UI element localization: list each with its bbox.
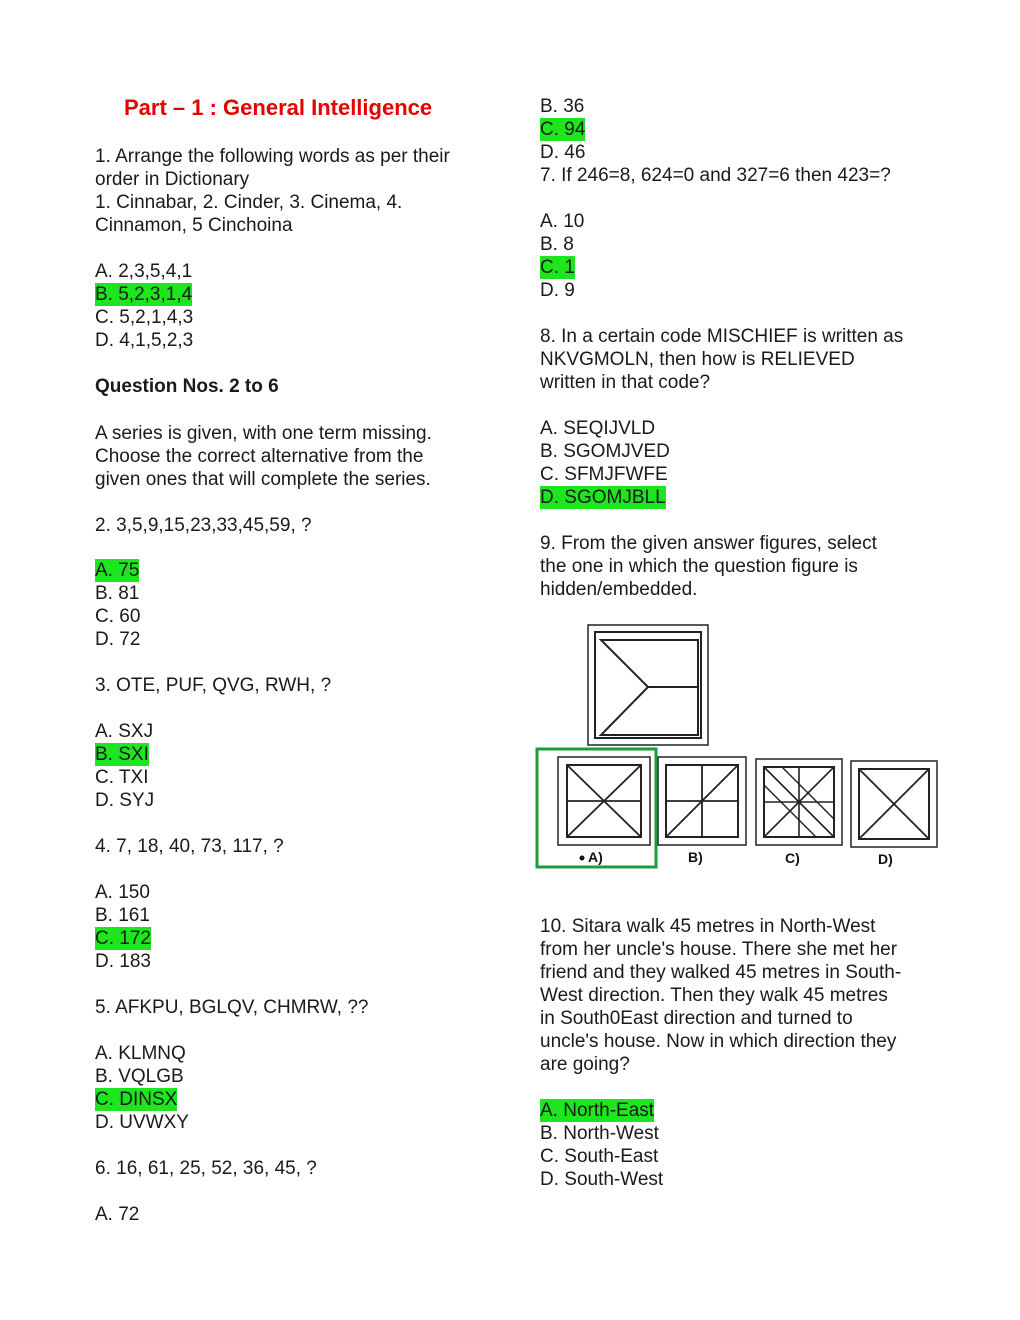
q5-option-c-answer: C. DINSX <box>95 1089 178 1110</box>
answer-figure-d <box>851 761 937 847</box>
q2-option-a-answer: A. 75 <box>95 560 140 581</box>
q1-option-a: A. 2,3,5,4,1 <box>95 261 193 282</box>
figure-label-a: A) <box>588 849 603 865</box>
q10-text: uncle's house. Now in which direction they <box>540 1031 897 1052</box>
q6-option-a: A. 72 <box>95 1204 140 1225</box>
q4-text: 4. 7, 18, 40, 73, 117, ? <box>95 836 284 857</box>
figure-label-c: C) <box>785 850 800 866</box>
q9-text: hidden/embedded. <box>540 579 698 600</box>
section-intro: A series is given, with one term missing. <box>95 423 432 444</box>
q2-option-b: B. 81 <box>95 583 140 604</box>
section-intro: Choose the correct alternative from the <box>95 446 424 467</box>
figure-label-d: D) <box>878 851 893 867</box>
q1-option-b-answer: B. 5,2,3,1,4 <box>95 284 193 305</box>
q1-text: Cinnamon, 5 Cinchoina <box>95 215 293 236</box>
q3-option-c: C. TXI <box>95 767 149 788</box>
q1-text: order in Dictionary <box>95 169 250 190</box>
q4-option-d: D. 183 <box>95 951 151 972</box>
q10-option-d: D. South-West <box>540 1169 664 1190</box>
q10-option-a-answer: A. North-East <box>540 1100 655 1121</box>
q9-text: 9. From the given answer figures, select <box>540 533 877 554</box>
answer-figure-c <box>756 759 842 845</box>
bullet-dot <box>580 856 585 861</box>
q8-text: 8. In a certain code MISCHIEF is written as <box>540 326 904 347</box>
q5-option-d: D. UVWXY <box>95 1112 189 1133</box>
q3-option-d: D. SYJ <box>95 790 155 811</box>
q1-option-c: C. 5,2,1,4,3 <box>95 307 194 328</box>
question-figure <box>588 625 708 745</box>
q7-option-d: D. 9 <box>540 280 575 301</box>
page-title: Part – 1 : General Intelligence <box>124 95 433 120</box>
q7-option-a: A. 10 <box>540 211 585 232</box>
q10-text: in South0East direction and turned to <box>540 1008 853 1029</box>
q10-text: from her uncle's house. There she met her <box>540 939 898 960</box>
q3-option-a: A. SXJ <box>95 721 154 742</box>
q2-text: 2. 3,5,9,15,23,33,45,59, ? <box>95 515 312 536</box>
q6-text: 6. 16, 61, 25, 52, 36, 45, ? <box>95 1158 317 1179</box>
answer-figure-b <box>658 757 746 845</box>
section-heading: Question Nos. 2 to 6 <box>95 376 279 397</box>
q5-option-b: B. VQLGB <box>95 1066 184 1087</box>
q6-option-c-answer: C. 94 <box>540 119 586 140</box>
q6-option-b: B. 36 <box>540 96 585 117</box>
q5-text: 5. AFKPU, BGLQV, CHMRW, ?? <box>95 997 369 1018</box>
q7-text: 7. If 246=8, 624=0 and 327=6 then 423=? <box>540 165 891 186</box>
q1-text: 1. Cinnabar, 2. Cinder, 3. Cinema, 4. <box>95 192 403 213</box>
section-intro: given ones that will complete the series. <box>95 469 431 490</box>
q10-text: West direction. Then they walk 45 metres <box>540 985 888 1006</box>
q10-text: friend and they walked 45 metres in South- <box>540 962 902 983</box>
q7-option-c-answer: C. 1 <box>540 257 575 278</box>
q4-option-b: B. 161 <box>95 905 150 926</box>
q8-option-c: C. SFMJFWFE <box>540 464 668 485</box>
q8-text: written in that code? <box>540 372 711 393</box>
q2-option-c: C. 60 <box>95 606 141 627</box>
q9-text: the one in which the question figure is <box>540 556 858 577</box>
q10-text: are going? <box>540 1054 630 1075</box>
q6-option-d: D. 46 <box>540 142 586 163</box>
q10-option-b: B. North-West <box>540 1123 659 1144</box>
q3-text: 3. OTE, PUF, QVG, RWH, ? <box>95 675 332 696</box>
q10-text: 10. Sitara walk 45 metres in North-West <box>540 916 876 937</box>
figure-label-b: B) <box>688 849 703 865</box>
q10-option-c: C. South-East <box>540 1146 659 1167</box>
q8-option-b: B. SGOMJVED <box>540 441 670 462</box>
q1-option-d: D. 4,1,5,2,3 <box>95 330 194 351</box>
q4-option-a: A. 150 <box>95 882 150 903</box>
answer-figure-a <box>558 757 650 845</box>
q4-option-c-answer: C. 172 <box>95 928 151 949</box>
q7-option-b: B. 8 <box>540 234 574 255</box>
q5-option-a: A. KLMNQ <box>95 1043 186 1064</box>
q3-option-b-answer: B. SXI <box>95 744 149 765</box>
q8-option-d-answer: D. SGOMJBLL <box>540 487 666 508</box>
q2-option-d: D. 72 <box>95 629 141 650</box>
q1-text: 1. Arrange the following words as per their <box>95 146 450 167</box>
q8-text: NKVGMOLN, then how is RELIEVED <box>540 349 855 370</box>
q8-option-a: A. SEQIJVLD <box>540 418 656 439</box>
